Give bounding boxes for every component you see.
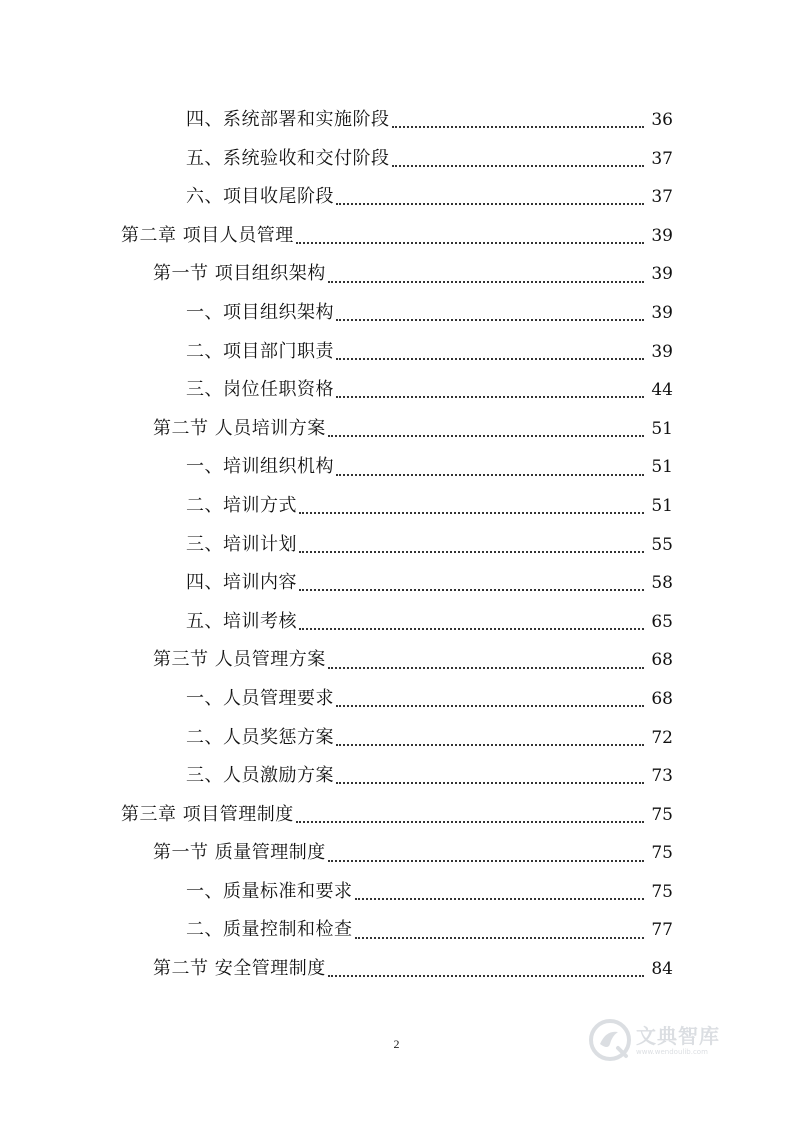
toc-entry[interactable] [0, 603, 793, 642]
toc-entry-page: 75 [651, 804, 673, 825]
toc-entry-page: 77 [651, 920, 673, 941]
toc-entry-title: 四、培训内容 [186, 572, 297, 594]
toc-entry-page: 51 [651, 457, 673, 478]
toc-entry-title: 六、项目收尾阶段 [186, 186, 334, 208]
toc-entry-page: 37 [651, 187, 673, 208]
toc-entry-title: 第三节 人员管理方案 [153, 649, 326, 671]
watermark-name: 文典智库 [636, 1023, 720, 1048]
watermark-url: www.wendoulib.com [636, 1047, 708, 1056]
toc-dot-leader [336, 456, 644, 476]
toc-entry-page: 37 [651, 148, 673, 169]
toc-dot-leader [299, 571, 644, 591]
toc-entry-title: 第一节 项目组织架构 [153, 263, 326, 285]
toc-entry[interactable] [0, 178, 793, 217]
toc-entry-title: 四、系统部署和实施阶段 [186, 109, 390, 130]
toc-entry-title: 五、培训考核 [186, 610, 297, 632]
toc-entry-page: 75 [651, 843, 673, 864]
toc-entry-title: 二、项目部门职责 [186, 340, 334, 362]
toc-dot-leader [392, 108, 645, 128]
toc-entry-title: 第二章 项目人员管理 [121, 224, 294, 246]
toc-dot-leader [336, 378, 644, 398]
toc-entry-title: 第一节 质量管理制度 [153, 842, 326, 864]
toc-entry[interactable] [0, 680, 793, 719]
toc-entry-title: 二、质量控制和检查 [186, 919, 353, 941]
toc-entry-page: 84 [651, 959, 673, 980]
toc-entry-page: 39 [651, 225, 673, 246]
toc-entry[interactable] [0, 448, 793, 487]
toc-dot-leader [355, 919, 645, 939]
toc-entry-page: 39 [651, 264, 673, 285]
toc-entry-page: 44 [651, 380, 673, 401]
toc-entry-page: 39 [651, 302, 673, 323]
toc-entry-title: 一、项目组织架构 [186, 301, 334, 323]
toc-entry[interactable] [0, 641, 793, 680]
toc-dot-leader [336, 764, 644, 784]
toc-entry[interactable] [0, 487, 793, 526]
toc-entry[interactable] [0, 719, 793, 758]
toc-dot-leader [328, 842, 644, 862]
toc-entry-title: 三、人员激励方案 [186, 765, 334, 787]
toc-entry-page: 51 [651, 495, 673, 516]
toc-entry-title: 三、培训计划 [186, 533, 297, 555]
toc-dot-leader [336, 340, 644, 360]
toc-entry-title: 第二节 人员培训方案 [153, 417, 326, 439]
toc-entry-page: 65 [651, 611, 673, 632]
toc-entry[interactable] [0, 101, 793, 140]
toc-entry-page: 36 [651, 110, 673, 130]
toc-dot-leader [336, 687, 644, 707]
toc-entry[interactable] [0, 255, 793, 294]
toc-entry-page: 72 [651, 727, 673, 748]
toc-entry-page: 58 [651, 573, 673, 594]
toc-entry[interactable] [0, 911, 793, 950]
toc-dot-leader [328, 263, 644, 283]
toc-dot-leader [392, 147, 645, 167]
toc-entry[interactable] [0, 410, 793, 449]
page-number: 2 [393, 1037, 400, 1051]
toc-entry[interactable] [0, 217, 793, 256]
toc-entry-page: 68 [651, 650, 673, 671]
toc-entry-title: 一、人员管理要求 [186, 687, 334, 709]
table-of-contents [0, 101, 793, 989]
toc-entry[interactable] [0, 950, 793, 989]
toc-entry-title: 二、培训方式 [186, 494, 297, 516]
toc-entry-title: 五、系统验收和交付阶段 [186, 147, 390, 169]
toc-entry[interactable] [0, 526, 793, 565]
toc-dot-leader [296, 803, 644, 823]
toc-entry-page: 68 [651, 688, 673, 709]
toc-entry-page: 39 [651, 341, 673, 362]
toc-dot-leader [328, 417, 644, 437]
toc-dot-leader [336, 301, 644, 321]
toc-entry[interactable] [0, 564, 793, 603]
toc-entry-title: 第三章 项目管理制度 [121, 803, 294, 825]
toc-dot-leader [299, 533, 644, 553]
toc-entry[interactable] [0, 371, 793, 410]
toc-dot-leader [355, 880, 645, 900]
toc-dot-leader [328, 649, 644, 669]
toc-entry-page: 55 [651, 534, 673, 555]
toc-entry-title: 三、岗位任职资格 [186, 379, 334, 401]
toc-entry-title: 二、人员奖惩方案 [186, 726, 334, 748]
toc-entry[interactable] [0, 294, 793, 333]
toc-entry-page: 73 [651, 766, 673, 787]
toc-dot-leader [336, 726, 644, 746]
toc-entry-title: 一、培训组织机构 [186, 456, 334, 478]
toc-dot-leader [328, 957, 644, 977]
toc-dot-leader [299, 494, 644, 514]
toc-dot-leader [296, 224, 644, 244]
toc-dot-leader [299, 610, 644, 630]
toc-entry-page: 51 [651, 418, 673, 439]
toc-entry[interactable] [0, 333, 793, 372]
toc-dot-leader [336, 185, 644, 205]
toc-entry[interactable] [0, 796, 793, 835]
toc-entry-title: 第二节 安全管理制度 [153, 958, 326, 980]
toc-entry[interactable] [0, 757, 793, 796]
toc-entry[interactable] [0, 873, 793, 912]
toc-entry[interactable] [0, 140, 793, 179]
toc-entry[interactable] [0, 834, 793, 873]
toc-entry-title: 一、质量标准和要求 [186, 880, 353, 902]
watermark [588, 1018, 720, 1062]
toc-entry-page: 75 [651, 881, 673, 902]
watermark-logo-icon [588, 1018, 632, 1062]
